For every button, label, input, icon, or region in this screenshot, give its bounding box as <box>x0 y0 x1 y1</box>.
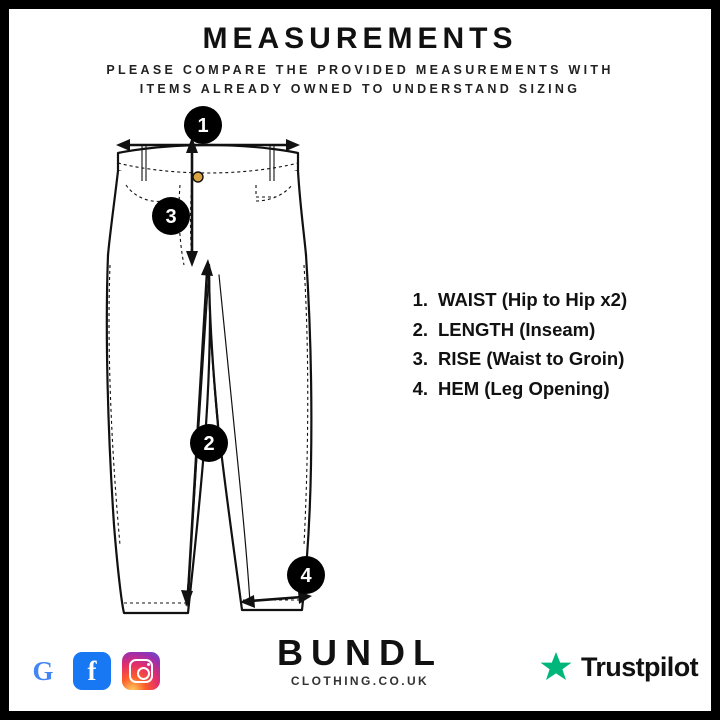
legend-label-1: WAIST (Hip to Hip x2) <box>438 289 628 310</box>
legend-item-hem <box>398 374 698 404</box>
instagram-icon[interactable] <box>122 652 160 690</box>
marker-1 <box>184 106 222 144</box>
measurement-legend <box>398 285 698 403</box>
page-title: MEASUREMENTS <box>202 22 518 55</box>
legend-label-2: LENGTH (Inseam) <box>438 318 596 340</box>
instagram-lens-shape <box>137 667 150 680</box>
marker-3 <box>152 197 190 235</box>
jeans-diagram <box>80 105 410 625</box>
trustpilot-label: Trustpilot <box>581 651 698 682</box>
instagram-dot-shape <box>147 663 150 666</box>
jeans-illustration-svg <box>80 105 410 625</box>
svg-text:1: 1 <box>197 115 209 137</box>
svg-text:2: 2 <box>203 433 215 455</box>
legend-item-rise <box>398 344 698 374</box>
brand-logo <box>277 634 443 688</box>
facebook-glyph: f <box>87 655 97 686</box>
jeans-button <box>193 172 203 182</box>
legend-number-1: 1. <box>412 289 428 310</box>
brand-name: BUNDL <box>277 632 443 673</box>
marker-4 <box>287 556 325 594</box>
brand-website: CLOTHING.CO.UK <box>290 674 430 688</box>
page-subtitle-line2: ITEMS ALREADY OWNED TO UNDERSTAND SIZING <box>139 82 581 96</box>
legend-label-3: RISE (Waist to Groin) <box>438 348 625 369</box>
legend-item-length <box>398 315 698 345</box>
legend-number-3: 3. <box>412 348 428 369</box>
facebook-icon[interactable] <box>73 652 111 690</box>
legend-label-4: HEM (Leg Opening) <box>438 377 610 399</box>
google-icon[interactable] <box>24 652 62 690</box>
marker-2 <box>190 424 228 462</box>
legend-item-waist <box>398 285 698 315</box>
page-subtitle-line1: PLEASE COMPARE THE PROVIDED MEASUREMENTS WITH <box>106 63 614 77</box>
footer <box>0 627 720 702</box>
legend-number-4: 4. <box>412 377 428 399</box>
trustpilot-star-icon <box>539 650 573 684</box>
instagram-camera-shape <box>129 659 153 683</box>
svg-text:3: 3 <box>165 206 177 228</box>
svg-text:4: 4 <box>300 565 312 587</box>
trustpilot-logo[interactable] <box>539 650 698 684</box>
legend-number-2: 2. <box>412 318 428 340</box>
google-glyph: G <box>32 655 54 686</box>
social-links <box>24 652 160 690</box>
header <box>0 22 720 99</box>
